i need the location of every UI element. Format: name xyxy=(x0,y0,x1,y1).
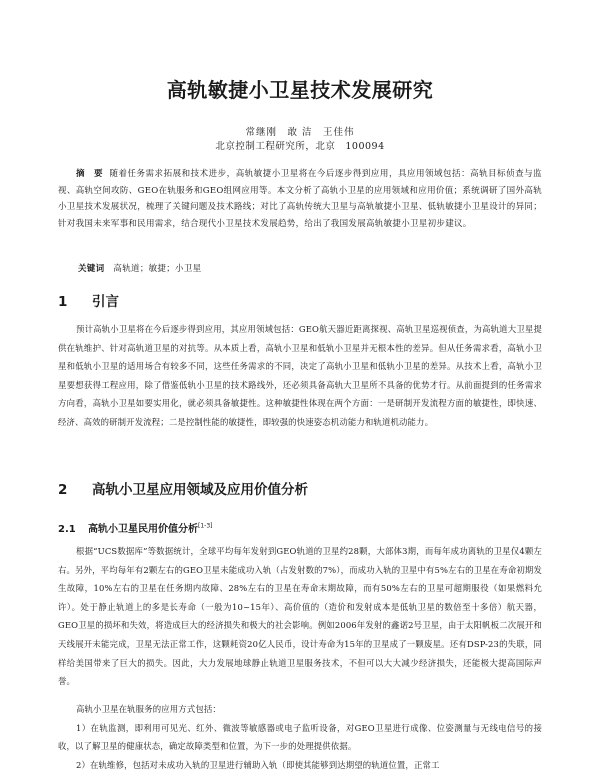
keywords xyxy=(78,262,538,274)
citation-ref: [1-3] xyxy=(198,522,213,530)
keywords-label: 关键词 xyxy=(78,264,105,274)
section-heading-intro xyxy=(58,290,119,310)
keywords-text: 高轨道；敏捷；小卫星 xyxy=(113,264,202,274)
subsection-heading-civil-value xyxy=(58,520,212,535)
section-number: 1 xyxy=(58,294,68,310)
subsection-number: 2.1 xyxy=(58,524,76,535)
list-item: 2）在轨维修，包括对未成功入轨的卫星进行辅助入轨（即使其能够到达期望的轨道位置，正常工 xyxy=(76,759,440,770)
intro-paragraph: 预计高轨小卫星将在今后逐步得到应用，其应用领域包括：GEO航天器近距离探视、高轨卫星巡视侦查，为高轨道大卫星提供在轨维护、针对高轨道卫星的对抗等。从本质上看，高轨小卫星和低轨小卫星并无根本性的差异。但从任务需求看，高轨小卫星和低轨小卫星的适用场合有较多不同，这些任务需求的不同，决定了高轨小卫星和低轨小卫星的差异。从技术上看，高轨小卫星要想获得工程应用，除了借鉴低轨小卫星的技术路线外，还必须具备高轨大卫星所不具备的优势才行。从前面提到的任务需求方向看，高轨小卫星如要实用化，就必须具备敏捷性。这种敏捷性体现在两个方面：一是研制开发流程方面的敏捷性，即快速、经济、高效的研制开发流程；二是控制性能的敏捷性，即较强的快速姿态机动能力和轨道机动能力。 xyxy=(58,324,542,427)
subsection-title: 高轨小卫星民用价值分析 xyxy=(88,524,198,535)
paper-authors: 常继刚 敢 洁 王佳伟 xyxy=(245,127,355,138)
list-intro: 高轨小卫星在轨服务的应用方式包括： xyxy=(76,704,221,714)
abstract-label: 摘 要 xyxy=(76,169,104,179)
paper-title: 高轨敏捷小卫星技术发展研究 xyxy=(166,78,434,102)
service-list xyxy=(58,700,542,774)
paper-affiliation: 北京控制工程研究所，北京 100094 xyxy=(215,141,385,152)
section-heading-applications xyxy=(58,478,308,498)
section-number: 2 xyxy=(58,482,68,498)
section-title: 引言 xyxy=(92,294,119,310)
abstract xyxy=(58,166,542,232)
list-item: 1）在轨监测，即利用可见光、红外、微波等敏感器或电子监听设备，对GEO卫星进行成像、位姿测量与无线电信号的接收，以了解卫星的健康状态，确定故障类型和位置，为下一步的处理提供依据。 xyxy=(58,722,542,752)
section-title: 高轨小卫星应用领域及应用价值分析 xyxy=(92,482,308,498)
civil-value-paragraph: 根据“UCS数据库”等数据统计，全球平均每年发射到GEO轨道的卫星约28颗，大部体3期，而每年成功离轨的卫星仅4颗左右。另外，平均每年有2颗左右的GEO卫星未能成功入轨（占发射数的7%），而成功入轨的卫星中有5%左右的卫星在寿命初期发生故障，10%左右的卫星在任务期内故障、28%左右的卫星在寿命末期故障，而有50%左右的卫星可超期服役（如果燃料允许）。处于静止轨道上的多是长寿命（一般为10~15年）、高价值的（造价和发射成本是低轨卫星的数倍至十多倍）航天器，GEO卫星的损坏和失效，将造成巨大的经济损失和极大的社会影响。例如2006年发射的鑫诺2号卫星，由于太阳帆板二次展开和天线展开未能完成，卫星无法正常工作，这颗耗资20亿人民币，设计寿命为15年的卫星成了一颗废星。还有DSP-23的失联，同样给美国带来了巨大的损失。因此，大力发展地球静止轨道卫星服务技术，不但可以大大减少经济损失，还能极大提高国际声誉。 xyxy=(58,546,542,687)
abstract-text: 随着任务需求拓展和技术进步，高轨敏捷小卫星将在今后逐步得到应用，具应用领域包括：高轨目标侦查与监视、高轨空间攻防、GEO在轨服务和GEO组网应用等。本文分析了高轨小卫星的应用领域和应用价值；系统调研了国外高轨小卫星技术发展状况，梳理了关键问题及技术路线；对比了高轨传统大卫星与高轨敏捷小卫星、低轨敏捷小卫星设计的异同；针对我国未来军事和民用需求，结合现代小卫星技术发展趋势，给出了我国发展高轨敏捷小卫星初步建议。 xyxy=(58,169,543,229)
